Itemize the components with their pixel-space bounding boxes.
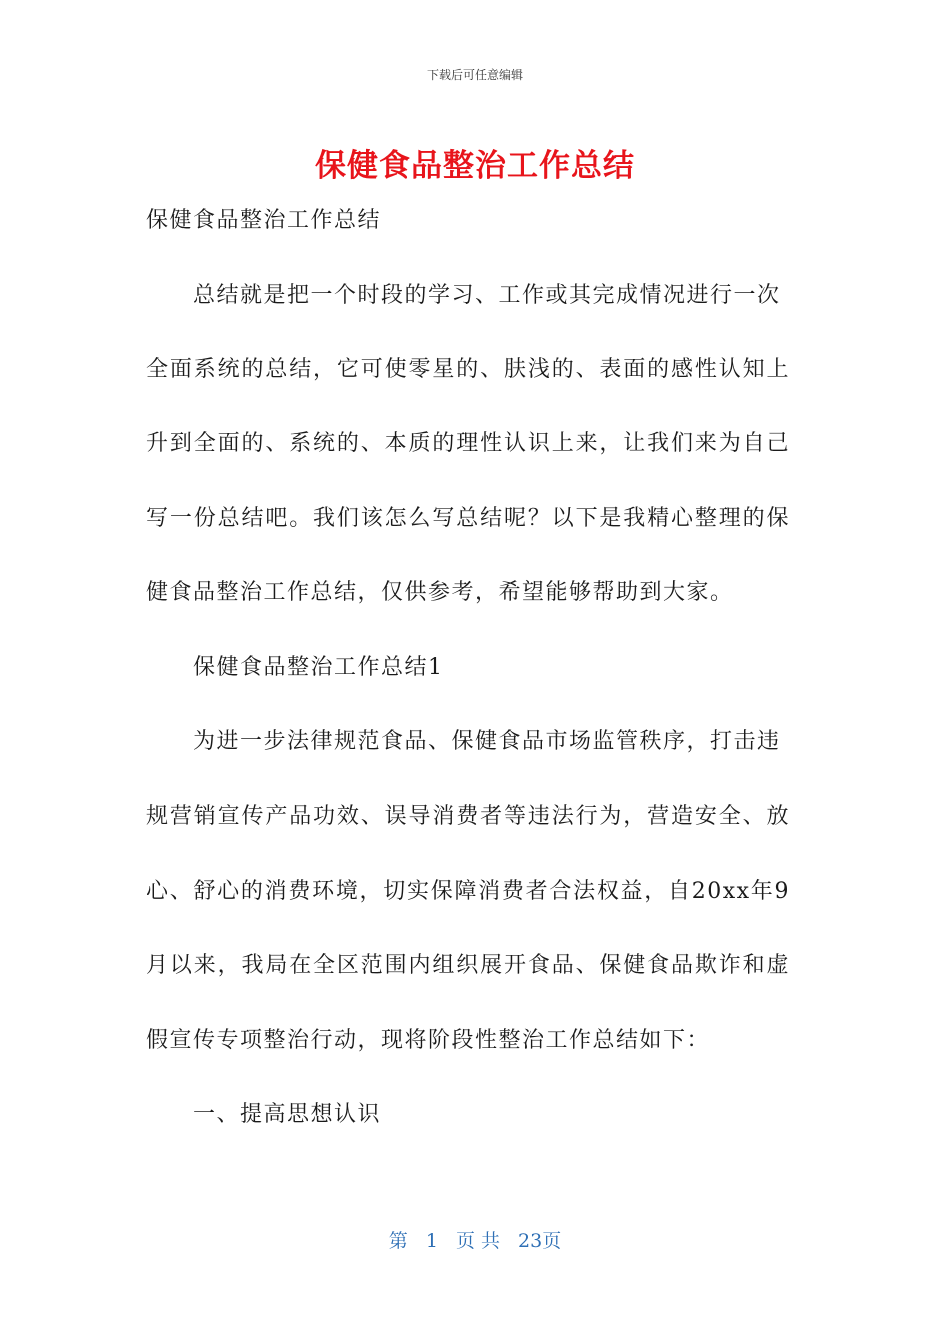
section-heading: 一、提高思想认识 [193, 1102, 382, 1127]
document-title: 保健食品整治工作总结 [315, 148, 635, 184]
paragraph-line: 心、舒心的消费环境，切实保障消费者合法权益，自20xx年9 [146, 879, 790, 904]
download-note: 下载后可任意编辑 [426, 68, 523, 82]
paragraph-line: 月以来，我局在全区范围内组织展开食品、保健食品欺诈和虚 [146, 953, 790, 978]
footer-page-number: 1 [425, 1230, 438, 1252]
paragraph-line: 升到全面的、系统的、本质的理性认识上来，让我们来为自己 [146, 431, 790, 456]
paragraph-line: 为进一步法律规范食品、保健食品市场监管秩序，打击违 [193, 729, 781, 754]
paragraph-line: 规营销宣传产品功效、误导消费者等违法行为，营造安全、放 [146, 804, 790, 829]
paragraph-line: 健食品整治工作总结，仅供参考，希望能够帮助到大家。 [146, 580, 734, 605]
subtitle-line: 保健食品整治工作总结 [146, 208, 382, 233]
paragraph-line: 总结就是把一个时段的学习、工作或其完成情况进行一次 [193, 283, 781, 308]
footer-middle: 页 共 [455, 1230, 500, 1252]
footer-total-pages: 23页 [518, 1230, 562, 1252]
paragraph-line: 全面系统的总结，它可使零星的、肤浅的、表面的感性认知上 [146, 357, 790, 382]
section-heading: 保健食品整治工作总结1 [193, 655, 444, 680]
paragraph-line: 写一份总结吧。我们该怎么写总结呢？以下是我精心整理的保 [146, 506, 790, 531]
page-footer [0, 1226, 950, 1253]
paragraph-line: 假宣传专项整治行动，现将阶段性整治工作总结如下： [146, 1028, 711, 1053]
footer-prefix: 第 [388, 1230, 408, 1252]
